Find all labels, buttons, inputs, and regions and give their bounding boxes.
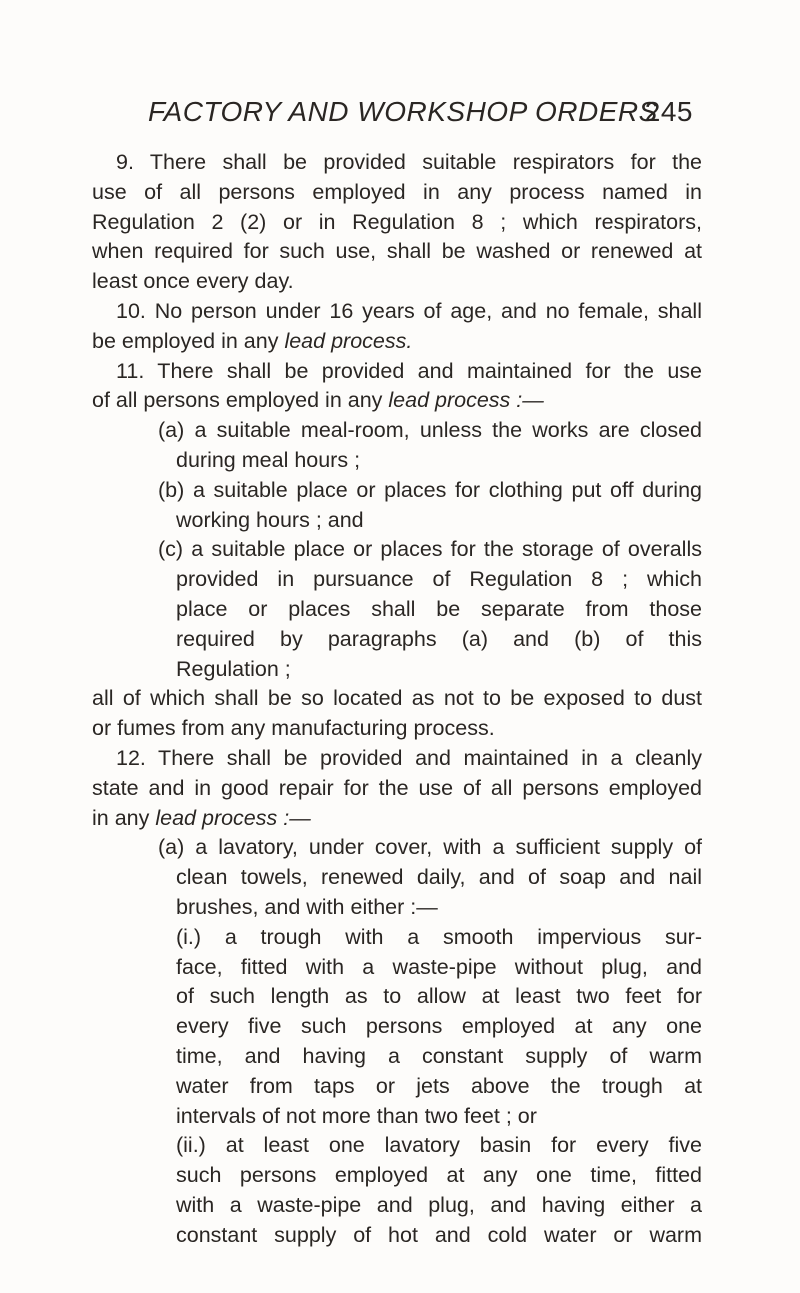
italic-text: lead process :— <box>388 388 544 413</box>
line-text: provided in pursuance of Regulation 8 ; which <box>176 567 702 592</box>
line-text: use of all persons employed in any process named in <box>92 179 702 204</box>
line-text: during meal hours ; <box>176 447 361 472</box>
line-text: of such length as to allow at least two feet for <box>176 984 702 1009</box>
text-line <box>92 833 702 863</box>
text-line <box>92 357 702 387</box>
line-text: place or places shall be separate from those <box>176 596 702 621</box>
line-text: clean towels, renewed daily, and of soap and nail <box>176 865 702 890</box>
text-line <box>92 1191 702 1221</box>
page-number: 245 <box>644 96 693 127</box>
line-text: required by paragraphs (a) and (b) of this <box>176 626 702 651</box>
text-line <box>92 595 702 625</box>
line-text: (ii.) at least one lavatory basin for every five <box>176 1133 702 1158</box>
line-text: working hours ; and <box>176 507 364 532</box>
line-text: all of which shall be so located as not to be exposed to dust <box>92 686 702 711</box>
text-line <box>92 208 702 238</box>
text-line <box>92 416 702 446</box>
line-text: 12. There shall be provided and maintained in a cleanly <box>116 745 702 770</box>
line-text: with a waste-pipe and plug, and having either a <box>176 1192 702 1217</box>
text-line <box>92 148 702 178</box>
italic-text: lead process. <box>284 328 413 353</box>
text-line <box>92 1131 702 1161</box>
text-line <box>92 267 702 297</box>
text-line <box>92 1102 702 1132</box>
text-line <box>92 863 702 893</box>
line-text: such persons employed at any one time, fitted <box>176 1163 702 1188</box>
text-line <box>92 923 702 953</box>
text-line <box>92 1072 702 1102</box>
text-line <box>92 476 702 506</box>
line-text: Regulation ; <box>176 656 291 681</box>
line-text: when required for such use, shall be washed or renewed at <box>92 239 702 264</box>
line-text: be employed in any <box>92 328 279 353</box>
text-line <box>92 893 702 923</box>
header-title: FACTORY AND WORKSHOP ORDERS <box>148 96 658 127</box>
text-line <box>92 953 702 983</box>
running-header <box>148 92 693 132</box>
line-text: intervals of not more than two feet ; or <box>176 1103 537 1128</box>
line-text: face, fitted with a waste-pipe without plug, and <box>176 954 702 979</box>
text-line <box>92 655 702 685</box>
italic-text: lead process :— <box>155 805 311 830</box>
line-text: 11. There shall be provided and maintained for the use <box>116 358 702 383</box>
text-line <box>92 297 702 327</box>
text-line <box>92 446 702 476</box>
text-line <box>92 1042 702 1072</box>
text-line <box>92 1012 702 1042</box>
text-line <box>92 535 702 565</box>
text-line <box>92 565 702 595</box>
line-text: brushes, and with either :— <box>176 894 438 919</box>
line-text: (i.) a trough with a smooth impervious sur- <box>176 924 702 949</box>
line-text: every five such persons employed at any one <box>176 1014 702 1039</box>
line-text: time, and having a constant supply of warm <box>176 1043 702 1068</box>
text-line <box>92 744 702 774</box>
line-text: or fumes from any manufacturing process. <box>92 716 495 741</box>
line-text: water from taps or jets above the trough at <box>176 1073 702 1098</box>
document-body <box>92 148 702 1250</box>
text-line <box>92 684 702 714</box>
line-text: (c) a suitable place or places for the storage of overalls <box>158 537 702 562</box>
line-text: Regulation 2 (2) or in Regulation 8 ; which respirators, <box>92 209 702 234</box>
line-text: least once every day. <box>92 269 294 294</box>
text-line <box>92 804 702 834</box>
text-line <box>92 237 702 267</box>
line-text: (a) a lavatory, under cover, with a sufficient supply of <box>158 835 702 860</box>
line-text: state and in good repair for the use of all persons employed <box>92 775 702 800</box>
text-line <box>92 327 702 357</box>
text-line <box>92 386 702 416</box>
line-text: 10. No person under 16 years of age, and no female, shall <box>116 298 702 323</box>
text-line <box>92 774 702 804</box>
line-text: constant supply of hot and cold water or warm <box>176 1222 702 1247</box>
line-text: (a) a suitable meal-room, unless the works are closed <box>158 418 702 443</box>
text-line <box>92 178 702 208</box>
line-text: (b) a suitable place or places for clothing put off during <box>158 477 702 502</box>
text-line <box>92 1161 702 1191</box>
line-text: in any <box>92 805 150 830</box>
line-text: 9. There shall be provided suitable respirators for the <box>116 150 702 174</box>
text-line <box>92 714 702 744</box>
text-line <box>92 1221 702 1251</box>
text-line <box>92 982 702 1012</box>
text-line <box>92 625 702 655</box>
text-line <box>92 506 702 536</box>
line-text: of all persons employed in any <box>92 388 383 413</box>
